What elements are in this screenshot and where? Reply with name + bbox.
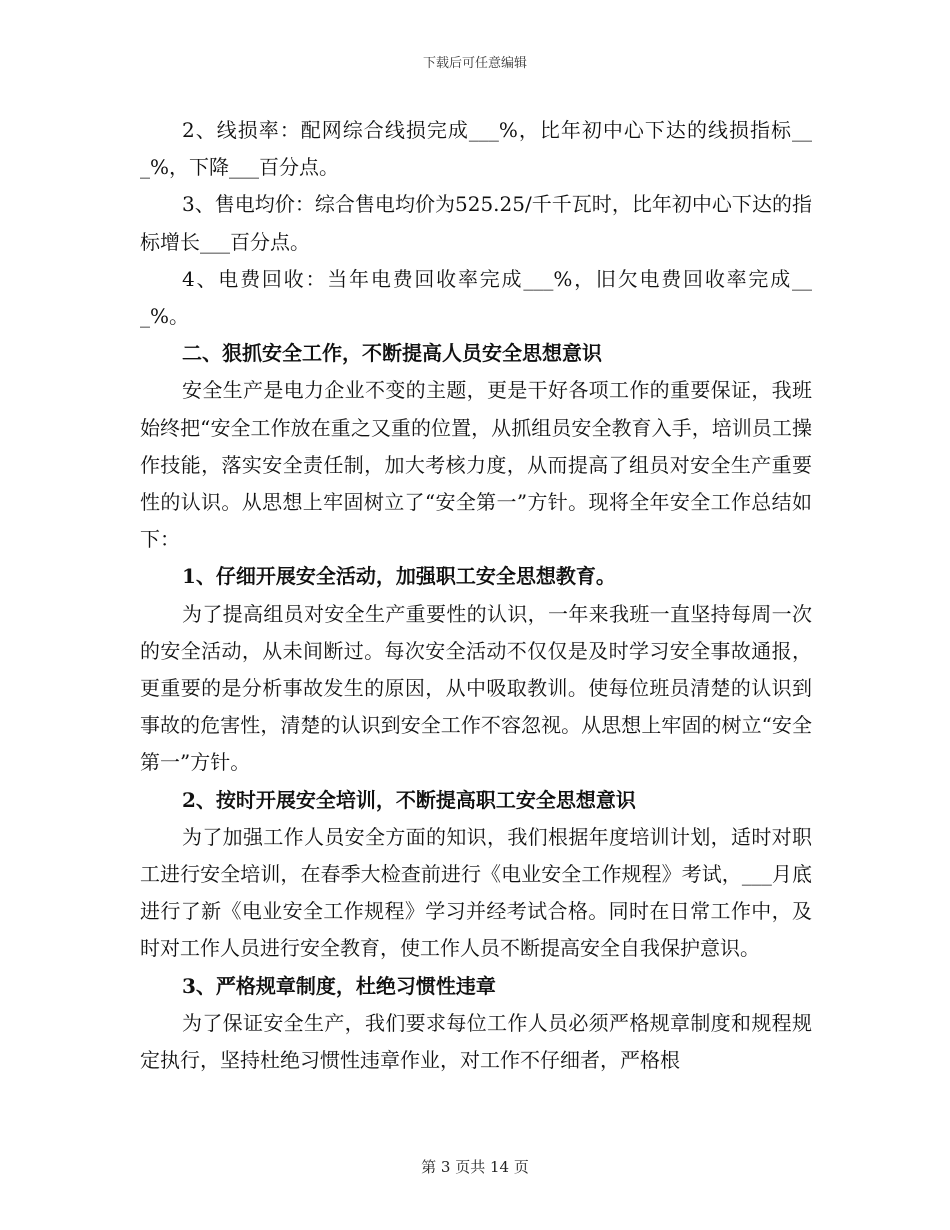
page-footer: 第 3 页共 14 页 [421, 1158, 529, 1176]
subheading-safety-training: 2、按时开展安全培训，不断提高职工安全思想意识 [182, 787, 636, 812]
subheading-safety-activities: 1、仔细开展安全活动，加强职工安全思想教育。 [182, 564, 616, 589]
paragraph-line-loss: 2、线损率：配网综合线损完成___%，比年初中心下达的线损指标___%，下降___百分点。 [140, 118, 812, 180]
paragraph-fee-recovery: 4、电费回收：当年电费回收率完成___%，旧欠电费回收率完成___%。 [140, 266, 812, 329]
paragraph-safety-intro: 安全生产是电力企业不变的主题，更是干好各项工作的重要保证，我班始终把“安全工作放在重之又重的位置，从抓组员安全教育入手，培训员工操作技能，落实安全责任制，加大考核力度，从而提高了组员对安全生产重要性的认识。从思想上牢固树立了“安全第一”方针。现将全年安全工作总结如下： [140, 378, 812, 552]
paragraph-safety-activities: 为了提高组员对安全生产重要性的认识，一年来我班一直坚持每周一次的安全活动，从未间断过。每次安全活动不仅仅是及时学习安全事故通报，更重要的是分析事故发生的原因，从中吸取教训。使每位班员清楚的认识到事故的危害性，清楚的认识到安全工作不容忽视。从思想上牢固的树立“安全第一”方针。 [140, 601, 812, 775]
section-heading-safety: 二、狠抓安全工作，不断提高人员安全思想意识 [182, 341, 602, 366]
subheading-regulations: 3、严格规章制度，杜绝习惯性违章 [182, 973, 496, 998]
paragraph-regulations: 为了保证安全生产，我们要求每位工作人员必须严格规章制度和规程规定执行，坚持杜绝习惯性违章作业，对工作不仔细者，严格根 [140, 1010, 812, 1073]
paragraph-avg-price: 3、售电均价：综合售电均价为525.25/千千瓦时，比年初中心下达的指标增长___百分点。 [140, 192, 812, 254]
page-header: 下载后可任意编辑 [422, 56, 527, 71]
paragraph-safety-training: 为了加强工作人员安全方面的知识，我们根据年度培训计划，适时对职工进行安全培训，在春季大检查前进行《电业安全工作规程》考试，___月底进行了新《电业安全工作规程》学习并经考试合格。同时在日常工作中，及时对工作人员进行安全教育，使工作人员不断提高安全自我保护意识。 [140, 824, 812, 961]
document-body [140, 112, 812, 1079]
